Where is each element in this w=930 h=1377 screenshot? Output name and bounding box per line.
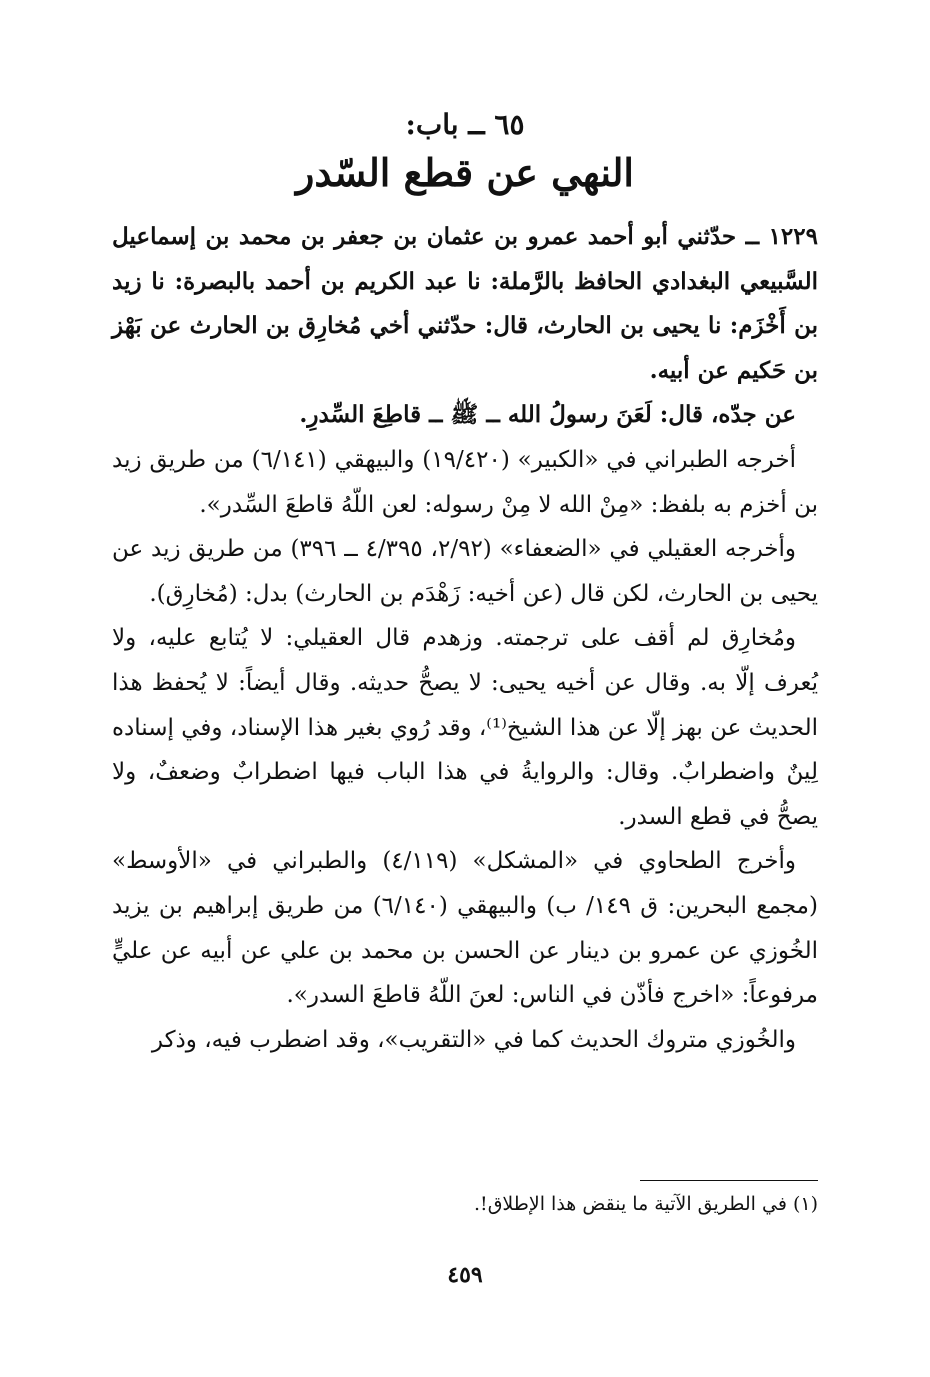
takhrij-paragraph: وأخرج الطحاوي في «المشكل» (٤/١١٩) والطبراني في «الأوسط» (مجمع البحرين: ق ١٤٩/ ب) والبيهقي (٦/١٤٠) من طريق إبراهيم بن يزيد الخُوزي عن عمرو بن دينار عن الحسن بن محمد بن علي عن أبيه عن عليٍّ مرفوعاً: «اخرج فأذّن في الناس: لعنَ اللّهُ قاطعَ السدر». [112,848,818,1009]
takhrij-paragraph: أخرجه الطبراني في «الكبير» (١٩/٤٢٠) والبيهقي (٦/١٤١) من طريق زيد بن أخزم به بلفظ: «مِنْ الله لا مِنْ رسوله: لعن اللّهُ قاطعَ السِّدر». [112,446,818,518]
hadith-matn: عن جدّه، قال: لَعَنَ رسولُ الله ــ ﷺ ــ قاطِعَ السِّدرِ. [299,401,796,429]
hadith-paragraph: ١٢٢٩ ــ حدّثني أبو أحمد عمرو بن عثمان بن جعفر بن محمد بن إسماعيل السَّبيعي البغدادي الحافظ بالرَّملة: نا عبد الكريم بن أحمد بالبصرة: نا زيد بن أَخْزَم: نا يحيى بن الحارث، قال: حدّثني أخي مُخارِق بن الحارث عن بَهْز بن حَكيم عن أبيه. [112,223,818,384]
commentary-paragraph: والخُوزي متروك الحديث كما في «التقريب»، وقد اضطرب فيه، وذكر [151,1026,796,1053]
chapter-title: النهي عن قطع السّدر [296,150,634,195]
main-text [112,215,818,1062]
chapter-number: ٦٥ ــ باب: [405,108,525,141]
page-number: ٤٥٩ [447,1262,483,1288]
commentary-paragraph: ومُخارِق لم أقف على ترجمته. وزهدم قال العقيلي: لا يُتابع عليه، ولا يُعرف إلّا به. وقال عن أخيه يحيى: لا يصحُّ حديثه. وقال أيضاً: لا يُحفظ هذا الحديث عن بهز إلّا عن هذا الشيخ⁽¹⁾، وقد رُوي بغير هذا الإسناد، وفي إسناده لِينٌ واضطرابٌ. وقال: والروايةُ في هذا الباب فيها اضطرابٌ وضعفٌ، ولا يصحُّ في قطع السدر. [112,625,818,830]
footnote-divider [640,1180,818,1181]
footnote: (١) في الطريق الآتية ما ينقض هذا الإطلاق!. [474,1193,818,1215]
takhrij-paragraph: وأخرجه العقيلي في «الضعفاء» (٢/٩٢، ٤/٣٩٥ ــ ٣٩٦) من طريق زيد عن يحيى بن الحارث، لكن قال (عن أخيه: زَهْدَم بن الحارث) بدل: (مُخارِق). [112,536,818,607]
